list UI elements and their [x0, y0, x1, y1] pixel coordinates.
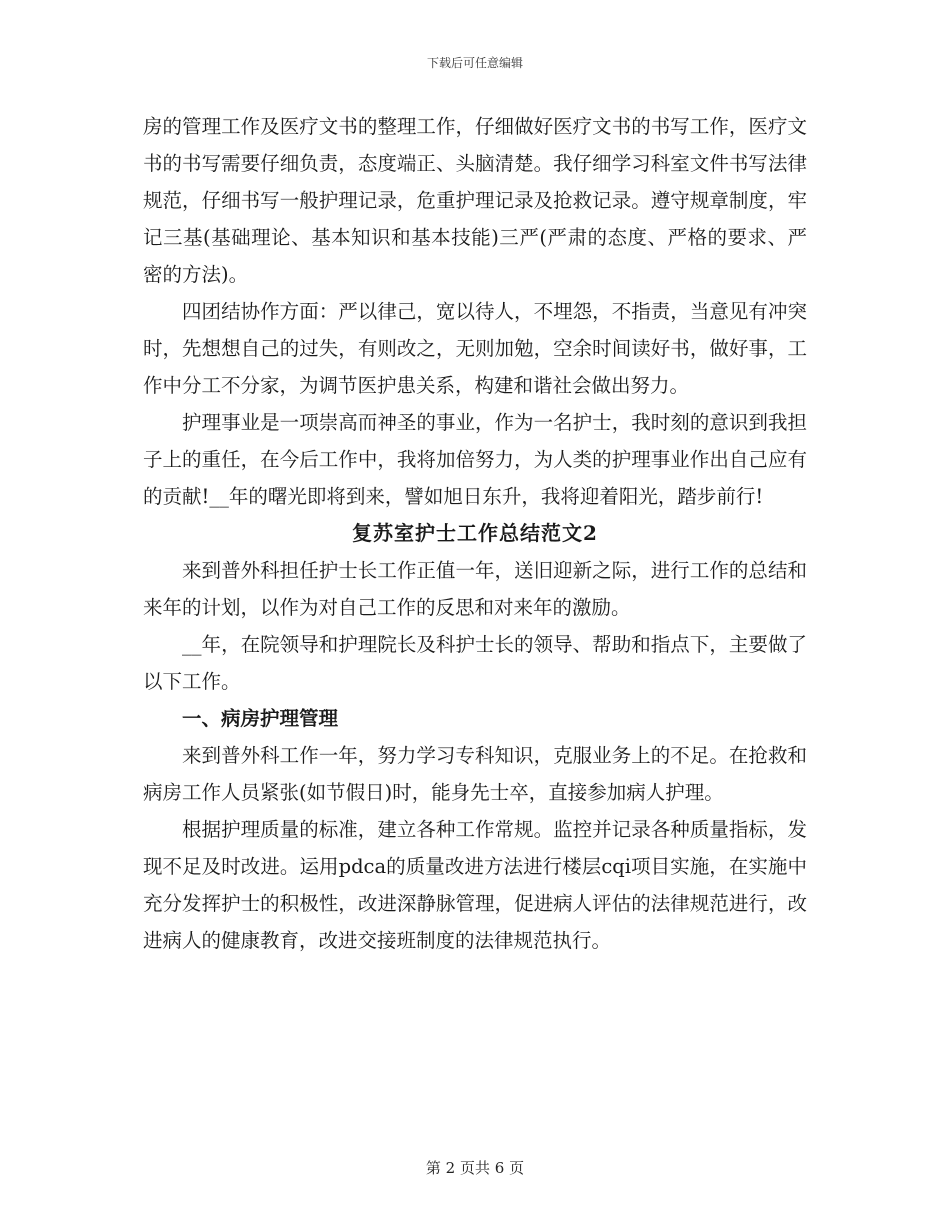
paragraph-quality-standards: 根据护理质量的标准，建立各种工作常规。监控并记录各种质量指标，发现不足及时改进。运用pdca的质量改进方法进行楼层cqi项目实施，在实施中充分发挥护士的积极性，改进深静脉管理，促进病人评估的法律规范进行，改进病人的健康教育，改进交接班制度的法律规范执行。: [143, 818, 807, 952]
page-footer: 第 2 页共 6 页: [425, 1159, 525, 1177]
paragraph-teamwork: 四团结协作方面：严以律己，宽以待人，不埋怨，不指责，当意见有冲突时，先想想自己的过失，有则改之，无则加勉，空余时间读好书，做好事，工作中分工不分家，为调节医护患关系，构建和谐社会做出努力。: [143, 300, 807, 397]
subheading-ward-management: 一、病房护理管理: [182, 707, 339, 730]
document-body: [143, 108, 807, 959]
paragraph-learning: 来到普外科工作一年，努力学习专科知识，克服业务上的不足。在抢救和病房工作人员紧张(如节假日)时，能身先士卒，直接参加病人护理。: [143, 744, 807, 804]
paragraph-intro: 来到普外科担任护士长工作正值一年，送旧迎新之际，进行工作的总结和来年的计划，以作为对自己工作的反思和对来年的激励。: [143, 559, 807, 619]
paragraph-nursing-career: 护理事业是一项崇高而神圣的事业，作为一名护士，我时刻的意识到我担子上的重任，在今后工作中，我将加倍努力，为人类的护理事业作出自己应有的贡献!__年的曙光即将到来，譬如旭日东升，我将迎着阳光，踏步前行!: [143, 411, 807, 508]
section-title: 复苏室护士工作总结范文2: [352, 521, 598, 545]
paragraph-records-management: 房的管理工作及医疗文书的整理工作，仔细做好医疗文书的书写工作，医疗文书的书写需要仔细负责，态度端正、头脑清楚。我仔细学习科室文件书写法律规范，仔细书写一般护理记录，危重护理记录及抢救记录。遵守规章制度，牢记三基(基础理论、基本知识和基本技能)三严(严肃的态度、严格的要求、严密的方法)。: [143, 115, 807, 286]
page-header: 下载后可任意编辑: [426, 56, 523, 70]
paragraph-year-summary: __年，在院领导和护理院长及科护士长的领导、帮助和指点下，主要做了以下工作。: [143, 633, 807, 693]
